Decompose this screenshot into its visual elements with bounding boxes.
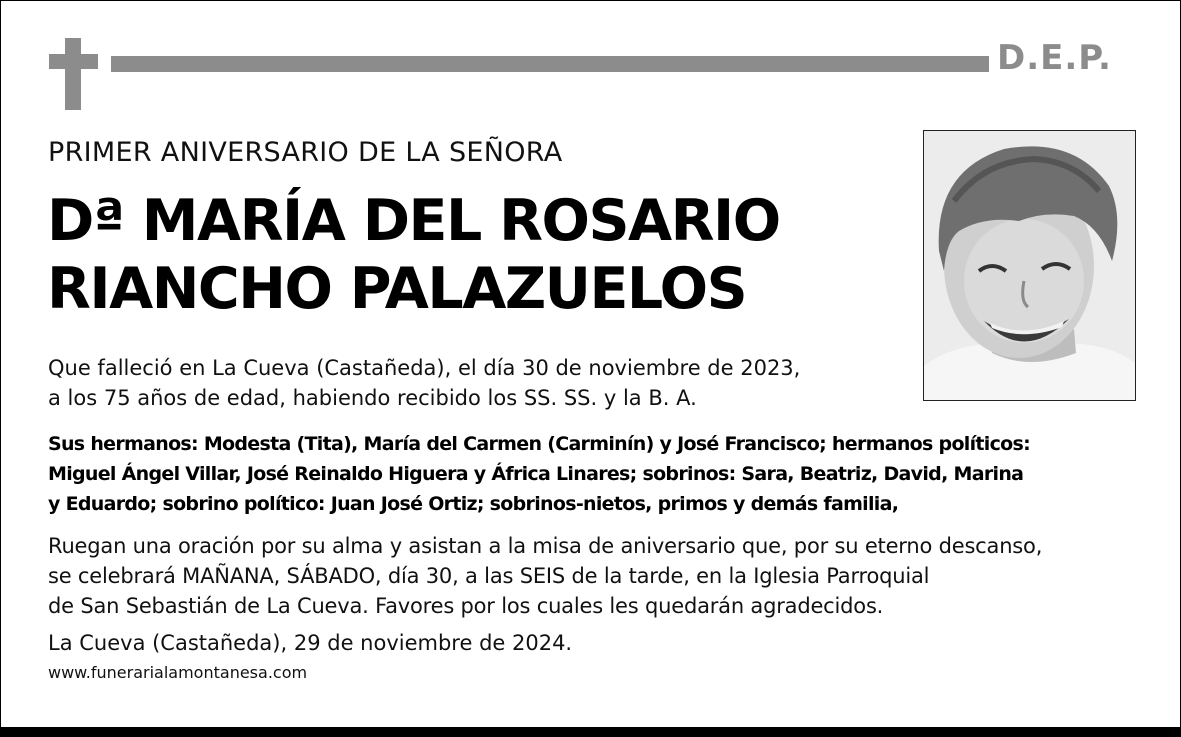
death-notice-line-1: Que falleció en La Cueva (Castañeda), el día 30 de noviembre de 2023,: [48, 356, 801, 380]
name-line-1: Dª MARÍA DEL ROSARIO: [47, 188, 780, 254]
death-notice-line-2: a los 75 años de edad, habiendo recibido los SS. SS. y la B. A.: [48, 386, 697, 410]
portrait-image: [924, 131, 1135, 400]
death-notice: [48, 353, 800, 413]
cross-vertical-bar: [65, 38, 81, 110]
request-line-1: Ruegan una oración por su alma y asistan a la misa de aniversario que, por su eterno descanso,: [48, 534, 1043, 558]
portrait-photo: [923, 130, 1136, 401]
request-line-2: se celebrará MAÑANA, SÁBADO, día 30, a las SEIS de la tarde, en la Iglesia Parroquial: [48, 564, 930, 588]
dep-label: D.E.P.: [997, 38, 1112, 78]
anniversary-subtitle: PRIMER ANIVERSARIO DE LA SEÑORA: [48, 137, 563, 168]
request-line-3: de San Sebastián de La Cueva. Favores por los cuales les quedarán agradecidos.: [48, 594, 884, 618]
place-date: La Cueva (Castañeda), 29 de noviembre de 2024.: [48, 631, 573, 655]
header-rule: [111, 56, 989, 72]
family-line-2: Miguel Ángel Villar, José Reinaldo Higuera y África Linares; sobrinos: Sara, Beatriz, David, Marina: [48, 463, 1024, 485]
cross-horizontal-bar: [49, 54, 98, 69]
family-line-1: Sus hermanos: Modesta (Tita), María del Carmen (Carminín) y José Francisco; hermanos políticos:: [48, 433, 1031, 455]
deceased-name: [47, 187, 780, 323]
name-line-2: RIANCHO PALAZUELOS: [47, 256, 747, 322]
family-line-3: y Eduardo; sobrino político: Juan José Ortiz; sobrinos-nietos, primos y demás familia,: [48, 493, 899, 515]
family-list: [48, 429, 1030, 519]
mass-request: [48, 531, 1042, 621]
website-link[interactable]: www.funerarialamontanesa.com: [48, 663, 308, 682]
